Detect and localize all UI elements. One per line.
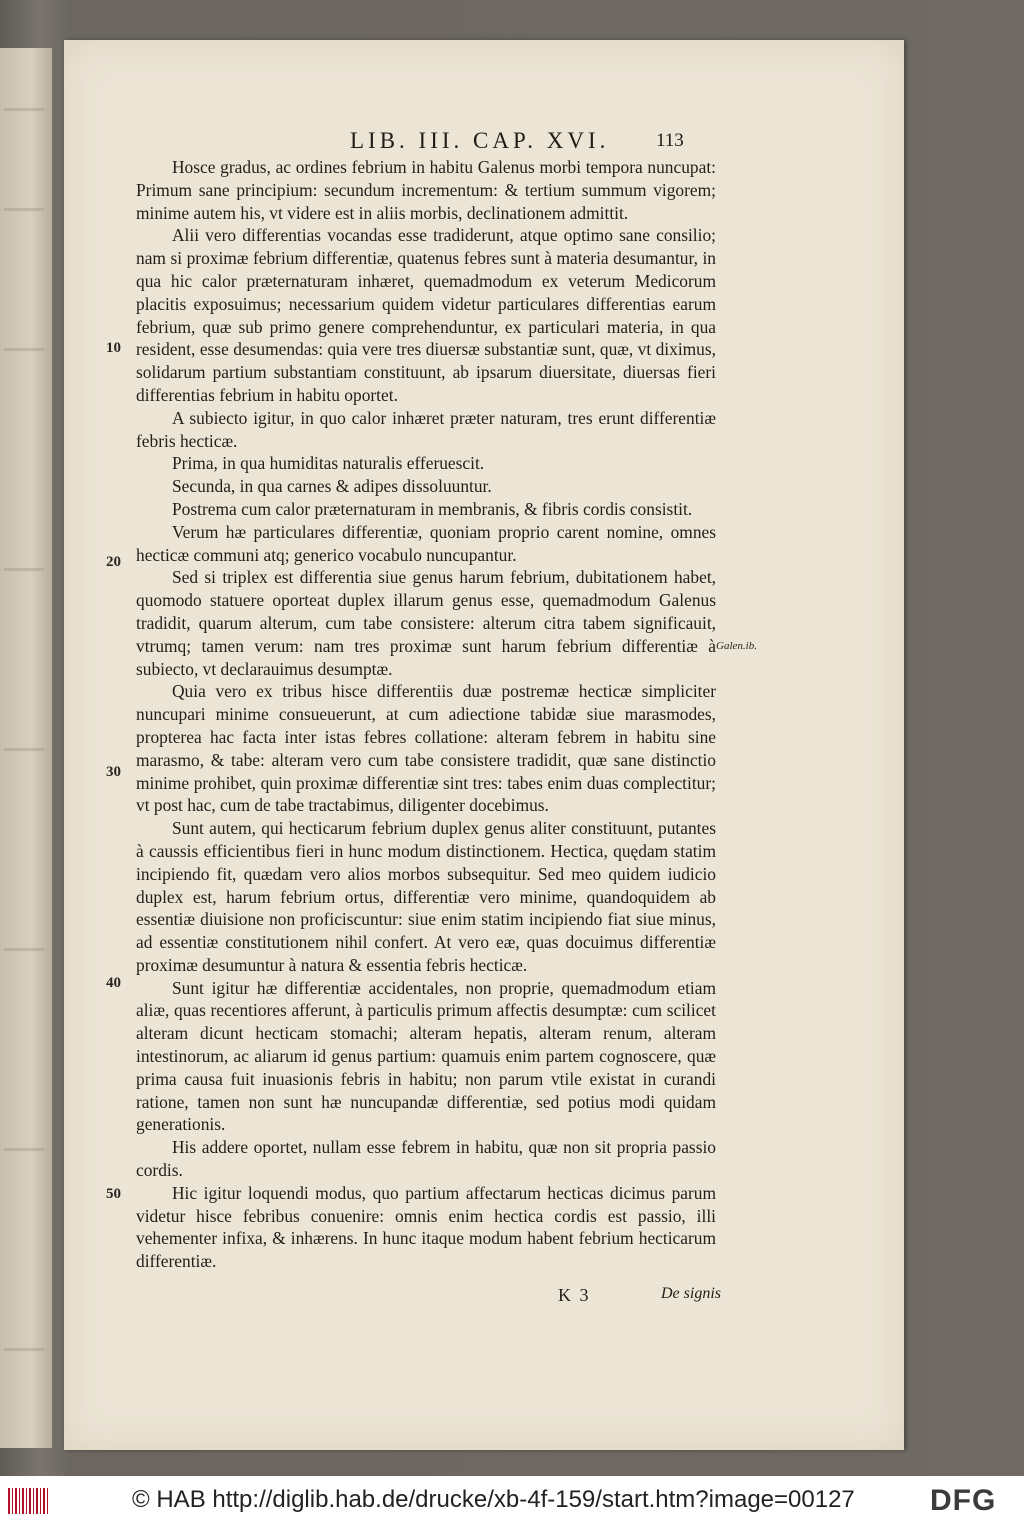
page-number: 113 (656, 130, 684, 151)
copyright-link[interactable]: © HAB http://diglib.hab.de/drucke/xb-4f-159/start.htm?image=00127 (132, 1486, 855, 1513)
facing-page-edge (0, 48, 52, 1448)
paragraph: Sed si triplex est differentia siue genus harum febrium, dubitationem habet, quomodo statuere oporteat duplex illarum genus esse, quemadmodum Galenus tradidit, quarum alterum, cum tabe consistere: alterum citra tabem significauit, vtrumq; tamen verum: nam tres proximæ sunt harum febrium differentiæ à subiecto, vt declarauimus desumptæ. (136, 567, 716, 679)
book-page (64, 40, 904, 1450)
barcode-icon (8, 1488, 48, 1514)
dfg-logo: DFG (930, 1484, 997, 1517)
catchword: De signis (661, 1285, 721, 1302)
paragraph: Secunda, in qua carnes & adipes dissoluuntur. (172, 476, 492, 497)
marginal-note: Galen.ib. (716, 640, 757, 652)
line-number: 30 (106, 764, 121, 780)
signature-mark: K 3 (558, 1285, 591, 1305)
line-number: 40 (106, 975, 121, 991)
paragraph: Hic igitur loquendi modus, quo partium affectarum hecticas dicimus parum videtur hisce febribus conuenire: omnis enim hectica cordis est passio, illi vehementer infixa, & inhærens. In hunc itaque modum habent febrium hecticarum differentiæ. (136, 1182, 716, 1272)
body-text (136, 156, 716, 1273)
running-head: LIB. III. CAP. XVI. (350, 128, 610, 153)
paragraph: Quia vero ex tribus hisce differentiis duæ postremæ hecticæ simpliciter nuncupari minime consueuerunt, at cum adiectione tabidæ siue marasmodes, propterea hac facta inter istas febres collatione: alteram febrem in habitu sine marasmo, & tabe: alteram vero cum tabe consistere tradidit, quæ sane distinctio minime prohibet, quin proximæ differentiæ sint tres: tabes enim duas complectitur; vt post hac, cum de tabe tractabimus, diligenter docebimus. (136, 681, 716, 816)
paragraph: Verum hæ particulares differentiæ, quoniam proprio carent nomine, omnes hecticæ communi atq; generico vocabulo nuncupantur. (136, 521, 716, 565)
line-number: 20 (106, 554, 121, 570)
paragraph: His addere oportet, nullam esse febrem in habitu, quæ non sit propria passio cordis. (136, 1137, 716, 1181)
page-header (64, 128, 904, 158)
paragraph: Postrema cum calor præternaturam in membranis, & fibris cordis consistit. (172, 498, 693, 519)
line-number: 50 (106, 1186, 121, 1202)
paragraph: Sunt autem, qui hecticarum febrium duplex genus aliter constituunt, putantes à caussis efficientibus fieri in hunc modum distinctionem. Hectica, quędam statim incipiendo fit, quædam vero alios morbos subsequitur. Sed meo quidem iudicio duplex est, harum febrium ortus, differentiæ vero minime, quandoquidem ab essentiæ diuisione non proficiscuntur: siue enim statim incipiendo fiat siue minus, ad essentiæ constitutionem nihil confert. At vero eæ, quas docuimus differentiæ proximæ desumuntur à natura & essentia febris hecticæ. (136, 818, 716, 975)
viewer-footer (0, 1476, 1024, 1526)
paragraph: Prima, in qua humiditas naturalis efferuescit. (172, 453, 485, 474)
line-number: 10 (106, 340, 121, 356)
paragraph: Sunt igitur hæ differentiæ accidentales, non proprie, quemadmodum etiam aliæ, quas recentiores afferunt, à particulis primum affectis desumptæ: cum scilicet alteram dicunt hecticam stomachi; alteram hepatis, alteram renum, alteram intestinorum, ac aliarum id genus partium: quamuis enim partem cognoscere, quæ prima causa fuit inuasionis febris in habitu; non parum vtile existat in curandi ratione, tamen non sunt hæ nuncupandæ differentiæ, sed potius modi quidam generationis. (136, 977, 716, 1135)
paragraph: Alii vero differentias vocandas esse tradiderunt, atque optimo sane consilio; nam si proximæ febrium differentiæ, quatenus febres sunt à materia desumantur, in qua hic calor præternaturam inhæret, quemadmodum ex veterum Medicorum placitis exposuimus; necessarium quidem videtur particulares differentias earum febrium, quæ sub primo genere comprehenduntur, ex particulari materia, in qua resident, esse desumendas: quia vere tres diuersæ substantiæ sunt, quæ, vt diximus, solidarum partium substantiam constituunt, ab ipsarum diuersitate, diuersas fieri differentias febrium in habitu oportet. (136, 225, 716, 405)
paragraph: Hosce gradus, ac ordines febrium in habitu Galenus morbi tempora nuncupat: Primum sane principium: secundum incrementum: & tertium summum vigorem; minime autem his, vt videre est in aliis morbis, declinationem admittit. (136, 157, 716, 223)
paragraph: A subiecto igitur, in quo calor inhæret præter naturam, tres erunt differentiæ febris hecticæ. (136, 407, 716, 451)
